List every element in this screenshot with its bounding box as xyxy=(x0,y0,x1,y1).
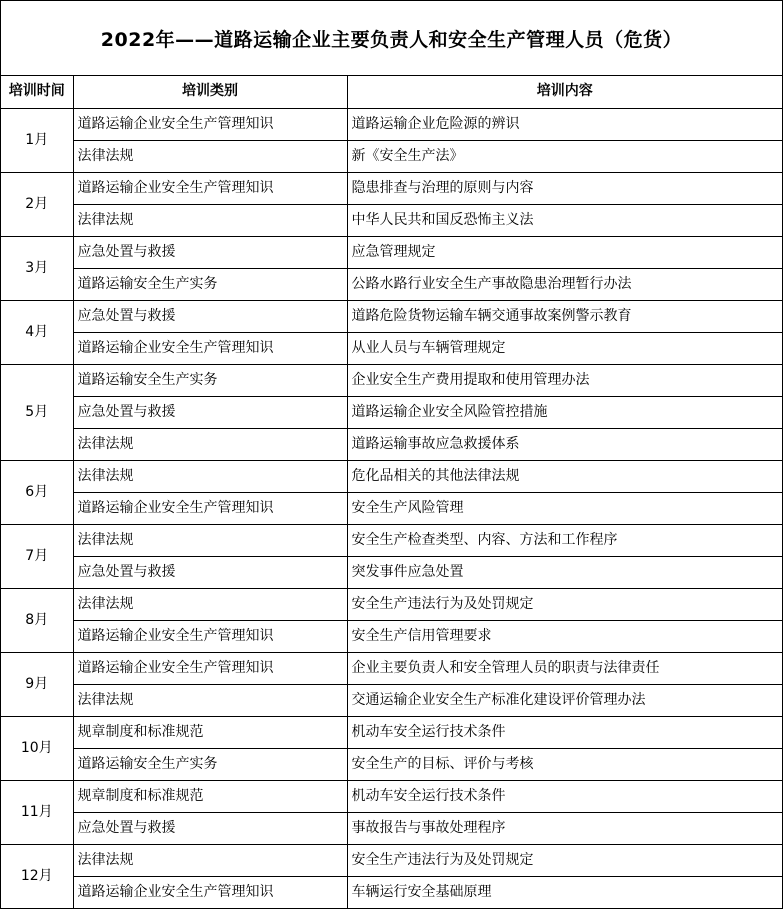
content-cell: 应急管理规定 xyxy=(347,236,782,268)
table-row xyxy=(1,428,782,460)
content-cell: 隐患排查与治理的原则与内容 xyxy=(347,172,782,204)
content-cell: 安全生产检查类型、内容、方法和工作程序 xyxy=(347,524,782,556)
category-cell: 法律法规 xyxy=(73,684,347,716)
content-cell: 安全生产违法行为及处罚规定 xyxy=(347,588,782,620)
month-cell: 4月 xyxy=(1,300,73,364)
table-row xyxy=(1,812,782,844)
content-cell: 机动车安全运行技术条件 xyxy=(347,716,782,748)
category-cell: 法律法规 xyxy=(73,460,347,492)
category-cell: 应急处置与救援 xyxy=(73,236,347,268)
content-cell: 突发事件应急处置 xyxy=(347,556,782,588)
schedule-body xyxy=(1,108,782,908)
table-row xyxy=(1,588,782,620)
table-row xyxy=(1,108,782,140)
table-row xyxy=(1,460,782,492)
schedule-table xyxy=(1,76,782,909)
month-cell: 12月 xyxy=(1,844,73,908)
content-cell: 安全生产违法行为及处罚规定 xyxy=(347,844,782,876)
table-row xyxy=(1,556,782,588)
category-cell: 规章制度和标准规范 xyxy=(73,780,347,812)
content-cell: 中华人民共和国反恐怖主义法 xyxy=(347,204,782,236)
category-cell: 法律法规 xyxy=(73,524,347,556)
content-cell: 安全生产的目标、评价与考核 xyxy=(347,748,782,780)
category-cell: 道路运输安全生产实务 xyxy=(73,268,347,300)
table-row xyxy=(1,140,782,172)
table-row xyxy=(1,492,782,524)
content-cell: 从业人员与车辆管理规定 xyxy=(347,332,782,364)
category-cell: 道路运输企业安全生产管理知识 xyxy=(73,620,347,652)
month-cell: 9月 xyxy=(1,652,73,716)
header-row xyxy=(1,76,782,108)
month-cell: 5月 xyxy=(1,364,73,460)
category-cell: 道路运输企业安全生产管理知识 xyxy=(73,332,347,364)
month-cell: 2月 xyxy=(1,172,73,236)
category-cell: 道路运输企业安全生产管理知识 xyxy=(73,108,347,140)
content-cell: 交通运输企业安全生产标准化建设评价管理办法 xyxy=(347,684,782,716)
category-cell: 道路运输安全生产实务 xyxy=(73,364,347,396)
content-cell: 道路运输企业安全风险管控措施 xyxy=(347,396,782,428)
month-cell: 1月 xyxy=(1,108,73,172)
table-row xyxy=(1,300,782,332)
table-row xyxy=(1,524,782,556)
content-cell: 道路运输企业危险源的辨识 xyxy=(347,108,782,140)
content-cell: 安全生产风险管理 xyxy=(347,492,782,524)
category-cell: 法律法规 xyxy=(73,428,347,460)
header-category: 培训类别 xyxy=(73,76,347,108)
content-cell: 新《安全生产法》 xyxy=(347,140,782,172)
content-cell: 道路危险货物运输车辆交通事故案例警示教育 xyxy=(347,300,782,332)
table-row xyxy=(1,748,782,780)
content-cell: 道路运输事故应急救援体系 xyxy=(347,428,782,460)
table-row xyxy=(1,268,782,300)
category-cell: 应急处置与救援 xyxy=(73,812,347,844)
content-cell: 安全生产信用管理要求 xyxy=(347,620,782,652)
table-row xyxy=(1,332,782,364)
category-cell: 规章制度和标准规范 xyxy=(73,716,347,748)
table-row xyxy=(1,780,782,812)
category-cell: 应急处置与救援 xyxy=(73,300,347,332)
header-time: 培训时间 xyxy=(1,76,73,108)
content-cell: 车辆运行安全基础原理 xyxy=(347,876,782,908)
table-row xyxy=(1,684,782,716)
category-cell: 道路运输企业安全生产管理知识 xyxy=(73,492,347,524)
category-cell: 应急处置与救援 xyxy=(73,396,347,428)
category-cell: 法律法规 xyxy=(73,844,347,876)
table-row xyxy=(1,716,782,748)
month-cell: 7月 xyxy=(1,524,73,588)
content-cell: 危化品相关的其他法律法规 xyxy=(347,460,782,492)
month-cell: 3月 xyxy=(1,236,73,300)
category-cell: 法律法规 xyxy=(73,204,347,236)
table-row xyxy=(1,364,782,396)
table-row xyxy=(1,204,782,236)
content-cell: 企业主要负责人和安全管理人员的职责与法律责任 xyxy=(347,652,782,684)
category-cell: 法律法规 xyxy=(73,588,347,620)
category-cell: 法律法规 xyxy=(73,140,347,172)
content-cell: 机动车安全运行技术条件 xyxy=(347,780,782,812)
category-cell: 道路运输企业安全生产管理知识 xyxy=(73,876,347,908)
category-cell: 应急处置与救援 xyxy=(73,556,347,588)
table-row xyxy=(1,876,782,908)
month-cell: 6月 xyxy=(1,460,73,524)
table-row xyxy=(1,236,782,268)
content-cell: 公路水路行业安全生产事故隐患治理暂行办法 xyxy=(347,268,782,300)
month-cell: 10月 xyxy=(1,716,73,780)
month-cell: 8月 xyxy=(1,588,73,652)
category-cell: 道路运输企业安全生产管理知识 xyxy=(73,652,347,684)
table-row xyxy=(1,844,782,876)
category-cell: 道路运输企业安全生产管理知识 xyxy=(73,172,347,204)
table-row xyxy=(1,652,782,684)
table-row xyxy=(1,396,782,428)
category-cell: 道路运输安全生产实务 xyxy=(73,748,347,780)
content-cell: 事故报告与事故处理程序 xyxy=(347,812,782,844)
header-content: 培训内容 xyxy=(347,76,782,108)
content-cell: 企业安全生产费用提取和使用管理办法 xyxy=(347,364,782,396)
month-cell: 11月 xyxy=(1,780,73,844)
page-title: 2022年——道路运输企业主要负责人和安全生产管理人员（危货） xyxy=(1,1,782,76)
table-row xyxy=(1,172,782,204)
table-row xyxy=(1,620,782,652)
